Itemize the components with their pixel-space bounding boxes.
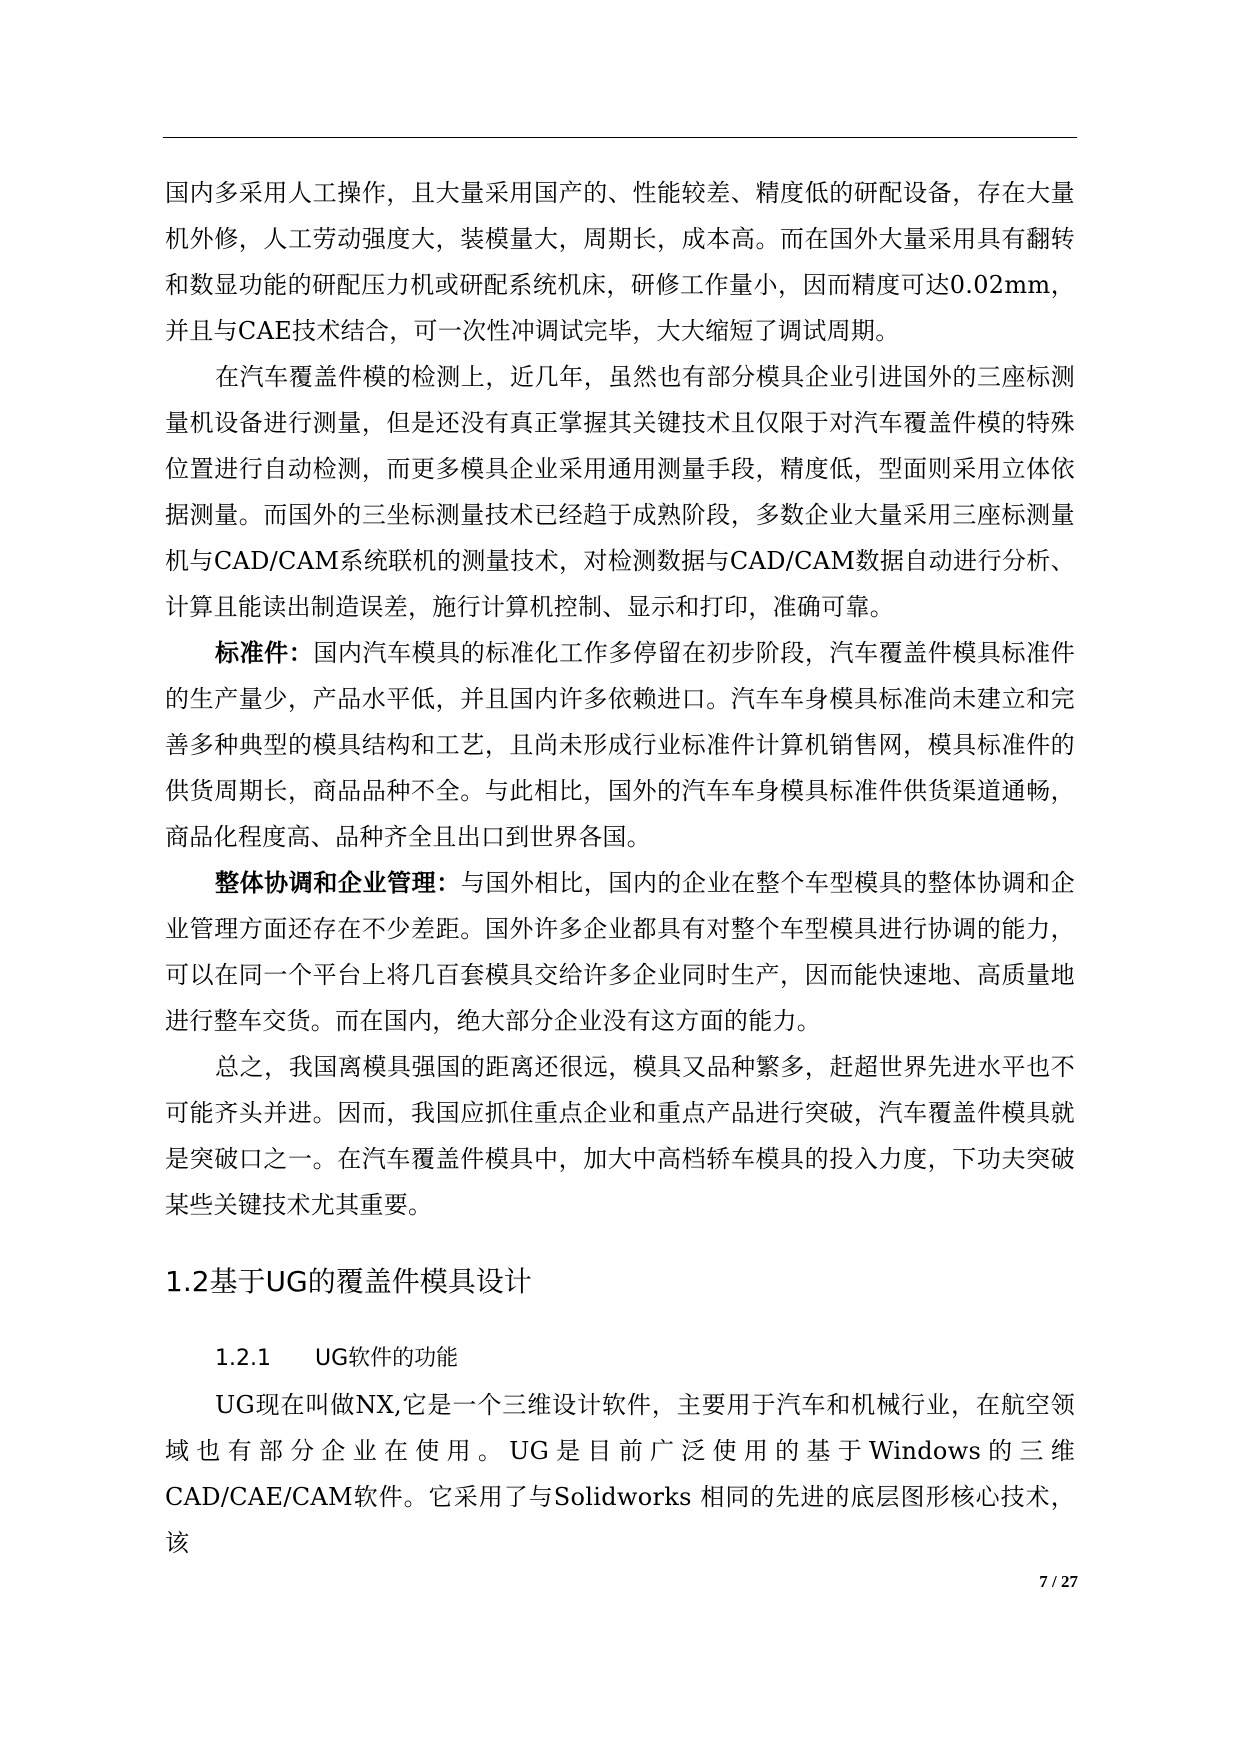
paragraph-body-management: 与国外相比，国内的企业在整个车型模具的整体协调和企业管理方面还存在不少差距。国外许多企业都具有对整个车型模具进行协调的能力，可以在同一个平台上将几百套模具交给许多企业同时生产，因而能快速地、高质量地进行整车交货。而在国内，绝大部分企业没有这方面的能力。 [165,869,1076,1035]
header-rule [163,137,1077,138]
paragraph-inspection: 在汽车覆盖件模的检测上，近几年，虽然也有部分模具企业引进国外的三座标测量机设备进行测量，但是还没有真正掌握其关键技术且仅限于对汽车覆盖件模的特殊位置进行自动检测，而更多模具企业采用通用测量手段，精度低，型面则采用立体依据测量。而国外的三坐标测量技术已经趋于成熟阶段，多数企业大量采用三座标测量机与CAD/CAM系统联机的测量技术，对检测数据与CAD/CAM数据自动进行分析、计算且能读出制造误差，施行计算机控制、显示和打印，准确可靠。 [165,363,1075,621]
paragraph-body-standard-parts: 国内汽车模具的标准化工作多停留在初步阶段，汽车覆盖件模具标准件的生产量少，产品水平低，并且国内许多依赖进口。汽车车身模具标准尚未建立和完善多种典型的模具结构和工艺，且尚未形成行业标准件计算机销售网，模具标准件的供货周期长，商品品种不全。与此相比，国外的汽车车身模具标准件供货渠道通畅，商品化程度高、品种齐全且出口到世界各国。 [165,639,1075,851]
section-heading [165,1250,1075,1314]
subsection-title: UG软件的功能 [315,1346,459,1371]
paragraph-standard-parts [165,630,1075,860]
section-title: 基于UG的覆盖件模具设计 [209,1265,532,1298]
subsection-number: 1.2.1 [215,1346,271,1371]
paragraph-management [165,860,1075,1044]
paragraph-lead-management: 整体协调和企业管理： [215,869,461,897]
section-number: 1.2 [165,1265,210,1298]
paragraph-summary: 总之，我国离模具强国的距离还很远，模具又品种繁多，赶超世界先进水平也不可能齐头并进。因而，我国应抓住重点企业和重点产品进行突破，汽车覆盖件模具就是突破口之一。在汽车覆盖件模具中，加大中高档轿车模具的投入力度，下功夫突破某些关键技术尤其重要。 [165,1053,1075,1219]
page-number: 7 / 27 [1039,1572,1078,1591]
paragraph-lead-standard-parts: 标准件： [215,639,314,667]
subsection-heading [215,1336,1075,1382]
paragraph-ug-intro: UG现在叫做NX,它是一个三维设计软件，主要用于汽车和机械行业，在航空领域也有部分企业在使用。UG是目前广泛使用的基于Windows的三维CAD/CAE/CAM软件。它采用了与Solidworks 相同的先进的底层图形核心技术，该 [165,1391,1075,1557]
page-body [165,170,1075,1566]
paragraph-continued: 国内多采用人工操作，且大量采用国产的、性能较差、精度低的研配设备，存在大量机外修，人工劳动强度大，装模量大，周期长，成本高。而在国外大量采用具有翻转和数显功能的研配压力机或研配系统机床，研修工作量小，因而精度可达0.02mm，并且与CAE技术结合，可一次性冲调试完毕，大大缩短了调试周期。 [165,179,1075,345]
